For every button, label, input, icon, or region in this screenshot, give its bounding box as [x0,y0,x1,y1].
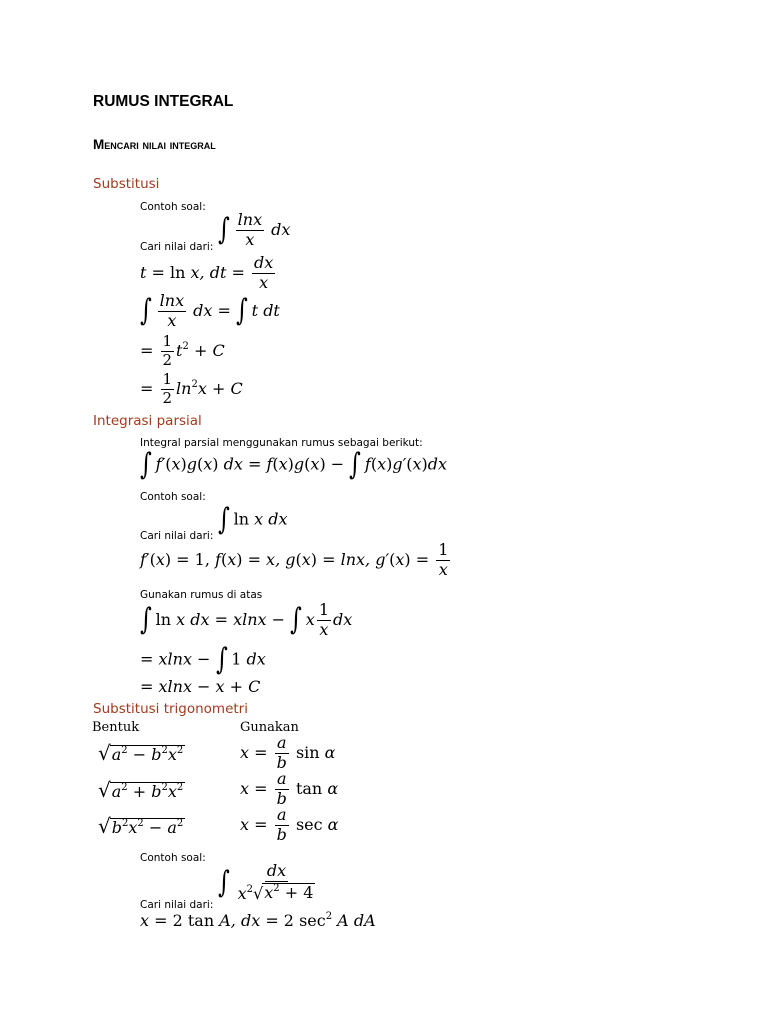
formula-parsial-result: = xlnx − x + C [140,677,261,696]
subst-sec: x = $\frac{a}{b}$ sec α [240,805,339,844]
column-bentuk: Bentuk [92,720,140,735]
contoh-soal-label-3: Contoh soal: [140,852,206,864]
heading-integrasi-parsial: Integrasi parsial [93,413,202,429]
formula-parsial-apply: ∫ ln x dx = xlnx − ∫ x $\frac{1}{x}$ dx [139,600,353,639]
form-sqrt-a2-plus-b2x2: √ $a^2 + b^2x^2$ [98,778,184,802]
formula-parsial-rule: ∫ f′(x)g(x) dx = f(x)g(x) − ∫ f(x)g′(x)dx [139,447,448,482]
parsial-intro-text: Integral parsial menggunakan rumus sebagai berikut: [140,437,423,449]
heading-substitusi: Substitusi [93,176,160,192]
contoh-soal-label-2: Contoh soal: [140,491,206,503]
gunakan-rumus-label: Gunakan rumus di atas [140,589,263,601]
section-subtitle: Mencari nilai integral [93,137,216,152]
cari-nilai-label-2: Cari nilai dari: [140,530,214,542]
subst-tan: x = $\frac{a}{b}$ tan α [240,769,339,808]
formula-x-2tanA: x = 2 tan A, dx = 2 $\sec^2 A$ dA [140,911,376,930]
formula-t-subst: t = ln x, dt = $\frac{dx}{x}$ [140,253,274,292]
formula-problem-3: ∫ dx $x^2$ √ $x^2 + 4$ [217,861,314,903]
formula-half-ln2x: = $\frac{1}{2}$ $\ln^2x + C$ [140,370,243,407]
formula-parsial-step: = xlnx − ∫ 1 dx [140,642,266,677]
formula-int-t: ∫ $\frac{\ln x}{x}$ dx = ∫ t dt [139,291,280,330]
formula-fg-defs: f′(x) = 1, f(x) = x, g(x) = lnx, g′(x) = $\frac{1}{x}$ [140,540,449,579]
cari-nilai-label: Cari nilai dari: [140,241,214,253]
formula-problem-2: ∫ ln x dx [217,502,288,537]
contoh-soal-label: Contoh soal: [140,201,206,213]
column-gunakan: Gunakan [240,720,299,735]
heading-substitusi-trigonometri: Substitusi trigonometri [93,701,248,717]
cari-nilai-label-3: Cari nilai dari: [140,899,214,911]
subst-sin: x = $\frac{a}{b}$ sin α [240,733,336,772]
formula-half-t2: = $\frac{1}{2}$ $t^2 + C$ [140,332,225,369]
form-sqrt-a2-minus-b2x2: √ $a^2 - b^2x^2$ [98,741,184,765]
page-title: RUMUS INTEGRAL [93,93,234,110]
formula-problem-1: ∫ $\frac{\ln x}{x}$ dx [217,210,291,249]
form-sqrt-b2x2-minus-a2: √ $b^2x^2 - a^2$ [98,814,184,838]
